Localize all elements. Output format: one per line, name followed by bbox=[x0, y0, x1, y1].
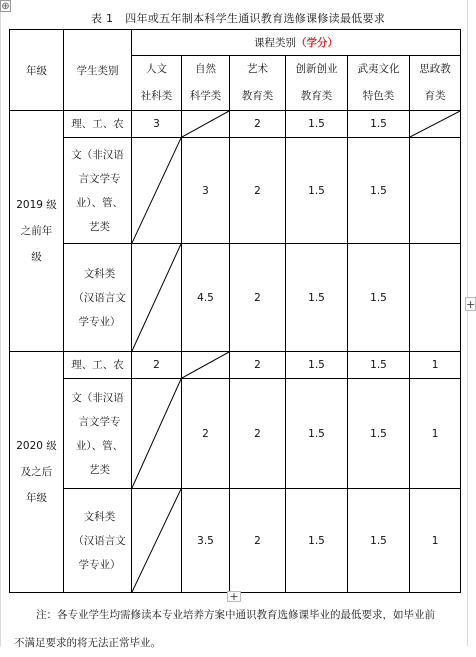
student-type-cell bbox=[64, 352, 132, 379]
empty-cell bbox=[410, 244, 461, 352]
credit-cell: 1 bbox=[410, 352, 461, 379]
col-header-line: 创新创业 bbox=[295, 63, 338, 75]
student-type-line: 业）、管、 bbox=[75, 439, 124, 452]
footnote-line-2: 不满足要求的将无法正常毕业。 bbox=[14, 637, 161, 649]
col-header-line: 人文 bbox=[146, 63, 167, 75]
credit-cell: 4.5 bbox=[182, 244, 230, 352]
col-header-line: 思政教 bbox=[419, 63, 451, 75]
credit-cell: 2 bbox=[230, 489, 286, 593]
caption-title: 四年或五年制本科学生通识教育选修课修读最低要求 bbox=[125, 12, 386, 25]
credit-cell: 1.5 bbox=[348, 138, 410, 244]
empty-diagonal-cell bbox=[132, 379, 182, 489]
student-type-line: 理、工、农 bbox=[71, 118, 124, 130]
empty-diagonal-cell bbox=[132, 138, 182, 244]
credit-cell: 1 bbox=[410, 379, 461, 489]
diagonal-line bbox=[132, 244, 181, 351]
footnote bbox=[14, 601, 462, 657]
credit-cell: 1.5 bbox=[348, 244, 410, 352]
credit-cell: 1.5 bbox=[286, 489, 348, 593]
credit-cell: 1 bbox=[410, 489, 461, 593]
credit-cell: 2 bbox=[132, 352, 182, 379]
table-row bbox=[10, 138, 461, 244]
col-header-natural-science bbox=[182, 56, 230, 111]
empty-cell bbox=[410, 138, 461, 244]
student-type-line: 理、工、农 bbox=[71, 359, 124, 371]
grade-line: 级 bbox=[31, 251, 42, 263]
student-type-cell bbox=[64, 379, 132, 489]
grade-line: 2019 级 bbox=[16, 199, 57, 211]
col-header-line: 武夷文化 bbox=[357, 63, 400, 75]
credit-cell: 2 bbox=[230, 138, 286, 244]
student-type-line: 学专业） bbox=[78, 315, 121, 328]
footnote-line-1: 注：各专业学生均需修读本专业培养方案中通识教育选修课毕业的最低要求，如毕业前 bbox=[36, 609, 435, 621]
grade-line: 年级 bbox=[26, 492, 47, 504]
requirements-table bbox=[9, 29, 461, 593]
student-type-cell bbox=[64, 244, 132, 352]
course-category-label: 课程类别 bbox=[254, 37, 297, 49]
student-type-line: （汉语言文 bbox=[73, 291, 126, 304]
credit-cell: 1.5 bbox=[286, 138, 348, 244]
document-left-edge bbox=[0, 0, 1, 646]
empty-diagonal-cell bbox=[182, 352, 230, 379]
col-header-innovation bbox=[286, 56, 348, 111]
student-type-header: 学生类别 bbox=[64, 30, 132, 111]
credit-cell: 2 bbox=[230, 244, 286, 352]
grade-cell bbox=[10, 111, 64, 352]
student-type-line: 艺类 bbox=[89, 220, 110, 233]
table-row bbox=[10, 352, 461, 379]
add-row-button[interactable]: + bbox=[227, 591, 241, 602]
diagonal-line bbox=[132, 138, 181, 243]
table-row bbox=[10, 111, 461, 138]
credit-cell: 2 bbox=[230, 352, 286, 379]
col-header-line: 育类 bbox=[424, 90, 446, 102]
credit-cell: 1.5 bbox=[348, 379, 410, 489]
add-column-button[interactable]: + bbox=[466, 298, 476, 311]
credit-cell: 3.5 bbox=[182, 489, 230, 593]
course-category-header bbox=[132, 30, 461, 56]
student-type-line: 文（非汉语 bbox=[71, 148, 124, 161]
col-header-line: 教育类 bbox=[300, 90, 333, 102]
col-header-humanities bbox=[132, 56, 182, 111]
table-caption bbox=[0, 10, 476, 26]
table-row bbox=[10, 379, 461, 489]
credit-cell: 3 bbox=[132, 111, 182, 138]
credit-unit-label: （学分） bbox=[296, 37, 339, 49]
diagonal-line bbox=[182, 111, 229, 137]
credit-cell: 1.5 bbox=[348, 352, 410, 379]
empty-diagonal-cell bbox=[410, 111, 461, 138]
col-header-line: 社科类 bbox=[140, 90, 173, 102]
student-type-line: 学专业） bbox=[78, 558, 121, 571]
diagonal-line bbox=[410, 111, 460, 137]
student-type-line: （汉语言文 bbox=[73, 534, 126, 547]
credit-cell: 1.5 bbox=[286, 244, 348, 352]
grade-line: 之前年 bbox=[20, 225, 53, 237]
col-header-line: 自然 bbox=[195, 63, 216, 75]
grade-header: 年级 bbox=[10, 30, 64, 111]
student-type-cell bbox=[64, 138, 132, 244]
credit-cell: 3 bbox=[182, 138, 230, 244]
credit-cell: 1.5 bbox=[286, 379, 348, 489]
diagonal-line bbox=[182, 352, 229, 378]
table-move-handle[interactable]: ⊕ bbox=[1, 1, 10, 12]
student-type-line: 文科类 bbox=[83, 510, 116, 523]
col-header-line: 艺术 bbox=[247, 63, 268, 75]
col-header-line: 科学类 bbox=[189, 90, 222, 102]
header-row-1 bbox=[10, 30, 461, 56]
credit-cell: 1.5 bbox=[286, 111, 348, 138]
empty-diagonal-cell bbox=[132, 489, 182, 593]
credit-cell: 2 bbox=[230, 111, 286, 138]
student-type-line: 业）、管、 bbox=[75, 196, 124, 209]
credit-cell: 1.5 bbox=[348, 111, 410, 138]
grade-line: 2020 级 bbox=[16, 440, 57, 452]
diagonal-line bbox=[132, 379, 181, 488]
document-right-edge bbox=[467, 0, 468, 646]
credit-cell: 1.5 bbox=[348, 489, 410, 593]
table-row bbox=[10, 244, 461, 352]
credit-cell: 2 bbox=[230, 379, 286, 489]
empty-diagonal-cell bbox=[182, 111, 230, 138]
col-header-line: 特色类 bbox=[362, 90, 395, 102]
student-type-line: 言文学专 bbox=[78, 415, 121, 428]
student-type-cell bbox=[64, 111, 132, 138]
col-header-art bbox=[230, 56, 286, 111]
student-type-line: 文（非汉语 bbox=[71, 391, 124, 404]
col-header-wuyi-culture bbox=[348, 56, 410, 111]
grade-line: 及之后 bbox=[20, 466, 53, 478]
student-type-line: 文科类 bbox=[83, 267, 116, 280]
table-row bbox=[10, 489, 461, 593]
col-header-ideology bbox=[410, 56, 461, 111]
student-type-cell bbox=[64, 489, 132, 593]
credit-cell: 1.5 bbox=[286, 352, 348, 379]
diagonal-line bbox=[132, 489, 181, 592]
credit-cell: 2 bbox=[182, 379, 230, 489]
col-header-line: 教育类 bbox=[241, 90, 274, 102]
grade-cell bbox=[10, 352, 64, 593]
empty-diagonal-cell bbox=[132, 244, 182, 352]
caption-number: 表 1 bbox=[90, 12, 114, 25]
student-type-line: 言文学专 bbox=[78, 172, 121, 185]
student-type-line: 艺类 bbox=[89, 463, 110, 476]
